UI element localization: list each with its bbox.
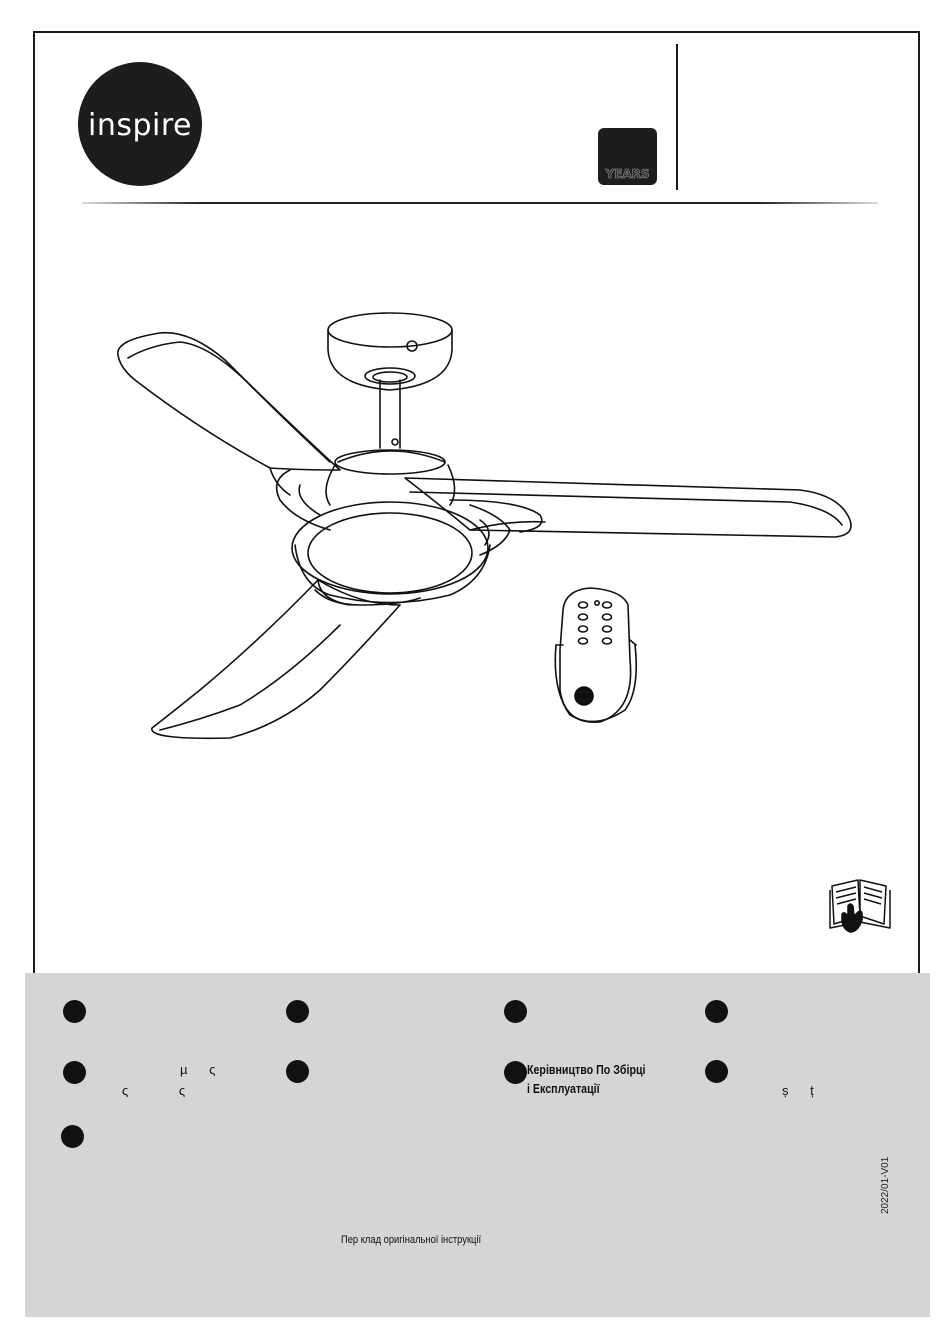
fan-blade-bottom-left bbox=[152, 580, 400, 738]
language-marker-dot bbox=[286, 1000, 309, 1023]
language-marker-dot bbox=[504, 1000, 527, 1023]
language-title-greek-line2: ς ς bbox=[122, 1083, 186, 1098]
read-manual-icon bbox=[828, 876, 892, 936]
language-marker-dot bbox=[705, 1000, 728, 1023]
fan-motor bbox=[326, 450, 455, 505]
years-label: YEARS bbox=[605, 167, 650, 181]
language-marker-dot bbox=[705, 1060, 728, 1083]
language-title-romanian: ș ț bbox=[782, 1083, 814, 1098]
language-panel bbox=[25, 973, 930, 1317]
remote-control bbox=[555, 588, 636, 722]
language-marker-dot bbox=[286, 1060, 309, 1083]
fan-blade-top-left bbox=[118, 333, 340, 495]
language-marker-dot bbox=[61, 1125, 84, 1148]
language-title-ukrainian-line2: і Експлуатації bbox=[527, 1081, 600, 1096]
language-title-greek-line1: µ ς bbox=[180, 1062, 216, 1077]
language-marker-dot bbox=[63, 1000, 86, 1023]
translation-note: Пер клад оригінальної інструкції bbox=[341, 1234, 482, 1246]
language-title-ukrainian-line1: Керівництво По Збірці bbox=[527, 1062, 646, 1077]
logo-text: inspire bbox=[88, 108, 192, 143]
document-version: 2022/01-V01 bbox=[880, 1156, 891, 1214]
language-marker-dot bbox=[504, 1061, 527, 1084]
language-marker-dot bbox=[63, 1061, 86, 1084]
fan-blade-right bbox=[405, 478, 851, 537]
fan-light-kit bbox=[292, 502, 490, 603]
fan-canopy bbox=[328, 313, 452, 390]
